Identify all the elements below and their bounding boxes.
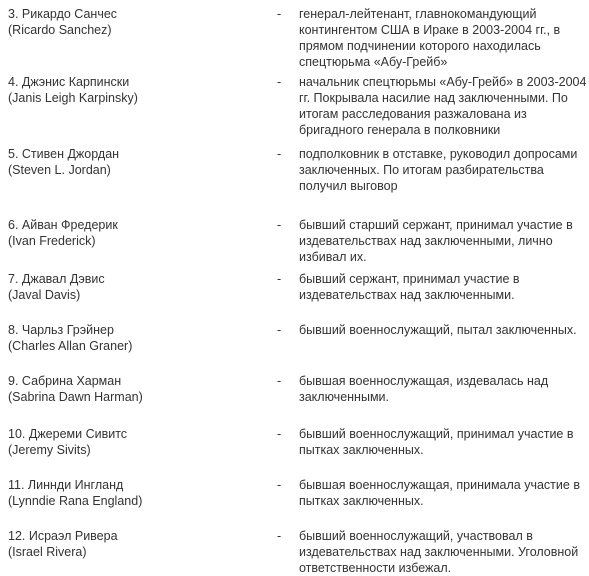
person-name <box>8 426 258 458</box>
name-russian: 8. Чарльз Грэйнер <box>8 323 114 337</box>
separator-dash: - <box>277 478 282 492</box>
separator-dash: - <box>277 374 282 388</box>
name-english: (Ivan Frederick) <box>8 234 96 248</box>
person-name <box>8 6 258 38</box>
person-description: бывший старший сержант, принимал участие в издевательствах над заключенными, лично избивал их. <box>299 218 573 264</box>
name-english: (Javal Davis) <box>8 288 81 302</box>
person-name <box>8 528 258 560</box>
separator-dash: - <box>277 323 282 337</box>
person-name <box>8 322 258 354</box>
person-description: генерал-лейтенант, главнокомандующий контингентом США в Ираке в 2003-2004 гг., в прямом подчинении которого находилась спецтюрьма «Абу-Грейб» <box>299 7 561 69</box>
person-description: бывший сержант, принимал участие в издевательствах над заключенными. <box>299 272 520 302</box>
person-name <box>8 146 258 178</box>
person-name <box>8 373 258 405</box>
name-russian: 6. Айван Фредерик <box>8 218 118 232</box>
name-english: (Jeremy Sivits) <box>8 443 91 457</box>
name-english: (Lynndie Rana England) <box>8 494 143 508</box>
person-name <box>8 477 258 509</box>
separator-dash: - <box>277 529 282 543</box>
person-name <box>8 217 258 249</box>
name-english: (Steven L. Jordan) <box>8 163 111 177</box>
name-english: (Charles Allan Graner) <box>8 339 133 353</box>
name-russian: 12. Исраэл Ривера <box>8 529 118 543</box>
person-description: бывшая военнослужащая, издевалась над заключенными. <box>299 374 549 404</box>
name-russian: 4. Джэнис Карпински <box>8 75 130 89</box>
person-name <box>8 271 258 303</box>
name-russian: 3. Рикардо Санчес <box>8 7 118 21</box>
separator-dash: - <box>277 427 282 441</box>
separator-dash: - <box>277 272 282 286</box>
name-russian: 9. Сабрина Харман <box>8 374 122 388</box>
name-russian: 11. Линнди Ингланд <box>8 478 124 492</box>
person-description: бывший военнослужащий, принимал участие в пытках заключенных. <box>299 427 574 457</box>
separator-dash: - <box>277 218 282 232</box>
person-description: бывшая военнослужащая, принимала участие в пытках заключенных. <box>299 478 580 508</box>
person-description: начальник спецтюрьмы «Абу-Грейб» в 2003-2004 гг. Покрывала насилие над заключенными. По итогам расследования разжалована из бригадного генерала в полковники <box>299 75 587 137</box>
person-name <box>8 74 258 106</box>
name-english: (Ricardo Sanchez) <box>8 23 112 37</box>
name-english: (Sabrina Dawn Harman) <box>8 390 143 404</box>
separator-dash: - <box>277 147 282 161</box>
name-russian: 10. Джереми Сивитс <box>8 427 128 441</box>
name-russian: 5. Стивен Джордан <box>8 147 120 161</box>
separator-dash: - <box>277 7 282 21</box>
person-description: бывший военнослужащий, участвовал в издевательствах над заключенными. Уголовной ответственности избежал. <box>299 529 579 575</box>
separator-dash: - <box>277 75 282 89</box>
name-russian: 7. Джавал Дэвис <box>8 272 105 286</box>
person-description: подполковник в отставке, руководил допросами заключенных. По итогам разбирательства получил выговор <box>299 147 578 193</box>
person-description: бывший военнослужащий, пытал заключенных. <box>299 323 577 337</box>
name-english: (Janis Leigh Karpinsky) <box>8 91 138 105</box>
name-english: (Israel Rivera) <box>8 545 87 559</box>
